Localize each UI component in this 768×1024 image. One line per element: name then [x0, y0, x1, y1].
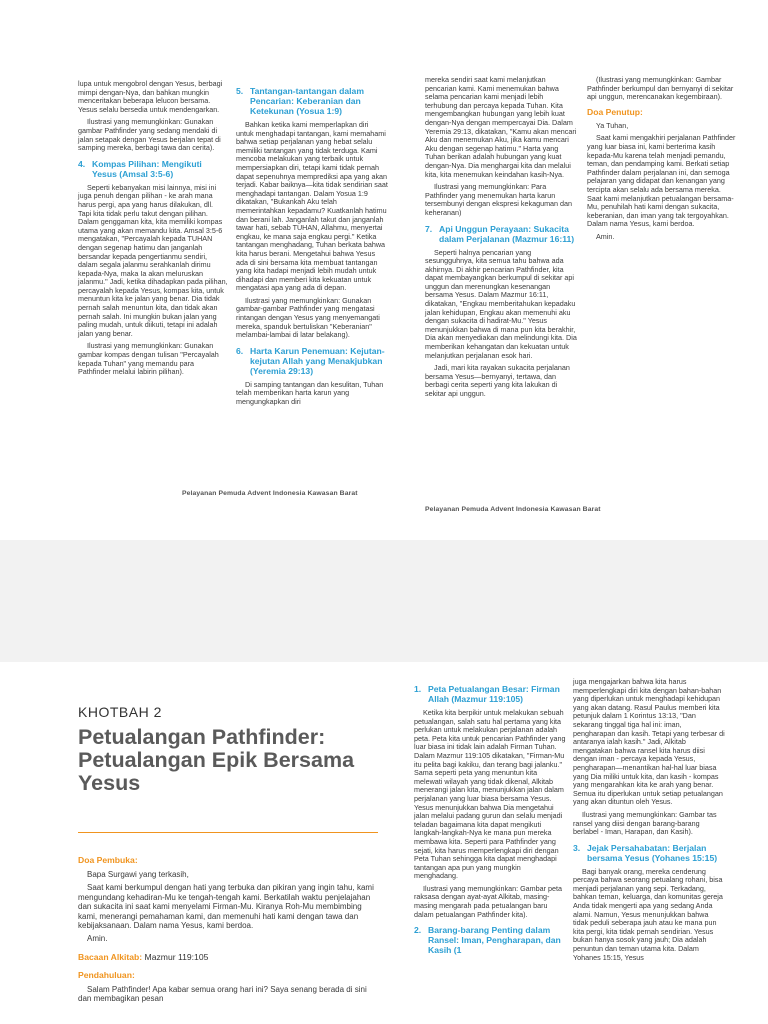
scripture-reading: [78, 952, 378, 962]
top-column-3: [425, 76, 577, 403]
section-heading: [78, 159, 228, 179]
body-paragraph: Ilustrasi yang memungkinkan: Gambar peta raksasa dengan ayat-ayat Alkitab, masing-masing mengarah pada petualangan baru dalam petualangan Pathfinder kita).: [414, 883, 563, 919]
body-paragraph: lupa untuk mengobrol dengan Yesus, berbagi mimpi dengan-Nya, dan bahkan mungkin menceritakan beberapa lelucon bersama. Yesus selalu bersedia untuk mendengarkan.: [78, 79, 223, 114]
bottom-column-3: [573, 678, 725, 966]
scripture-label: Bacaan Alkitab:: [78, 951, 143, 962]
scripture-reference: Mazmur 119:105: [144, 951, 209, 962]
prayer-heading: Doa Penutup:: [587, 106, 643, 117]
section-number: 3.: [573, 842, 581, 853]
body-paragraph: mereka sendiri saat kami melanjutkan pencarian kami. Kami menemukan bahwa selama pencarian kami menjadi lebih terhubung dan percaya kepada Tuhan. Kita mengembangkan hubungan yang lebih kuat dengan-Nya dengan mempercayai Dia. Dalam Yeremia 29:13, dikatakan, "Kamu akan mencari Aku dan menemukan Aku, jika kamu mencari Aku dengan segenap hatimu." Harta yang Tuhan berikan adalah hubungan yang kuat dengan-Nya. Dia menghargai kita dan melalui kita, kita menemukan keindahan kasih-Nya.: [425, 75, 577, 179]
body-paragraph: Bahkan ketika kami memperlapkan diri untuk menghadapi tantangan, kami memahami bahwa setiap perjalanan yang hebat selalu memiliki tantangan yang tidak terduga. Kami mencoba melakukan yang terbaik untuk mempersiapkan diri, tetapi kami tidak pernah dapat sepenuhnya memprediksi apa yang akan terjadi. Kabar baiknya—kita tidak sendirian saat menghadapi tantangan. Dalam Yosua 1:9 dikatakan, "Bukankah Aku telah memerintahkan kepadamu? Kuatkanlah hatimu dan berani lah. Janganlah takut dan janganlah tawar hati, sebab TUHAN, Allahmu, menyertai engkau, ke mana saja engkau pergi." Ketika tantangan menghadang, Tuhan berkata bahwa kita harus berani. Mengetahui bahwa Yesus ada di sini bersama kita membuat tantangan yang kita hadapi menjadi lebih mudah untuk dihadapi dan memberi kita kekuatan untuk mengatasi apa yang ada di depan.: [236, 120, 388, 293]
body-paragraph: Salam Pathfinder! Apa kabar semua orang hari ini? Saya senang berada di sini dan membagikan pesan: [78, 984, 367, 1004]
body-paragraph: (Ilustrasi yang memungkinkan: Gambar Pathfinder berkumpul dan bernyanyi di sekitar api unggun, merencanakan kegembiraan).: [587, 75, 734, 102]
section-heading: [236, 346, 388, 376]
sermon-title: Petualangan Pathfinder: Petualangan Epik Bersama Yesus: [78, 725, 355, 795]
body-paragraph: Ilustrasi yang memungkinkan: Gunakan gambar-gambar Pathfinder yang mengatasi rintangan dengan Yesus yang menyemangati mereka, spanduk bertuliskan "Keberanian" melambai-lambai di latar belakang).: [236, 295, 380, 340]
body-paragraph: Ilustrasi yang memungkinkan: Gambar tas ransel yang diisi dengan barang-barang berlabel - Iman, Harapan, dan Kasih).: [573, 809, 717, 837]
section-heading: [414, 925, 566, 955]
section-title: Jejak Persahabatan: Berjalan bersama Yesus (Yohanes 15:15): [587, 842, 718, 863]
section-number: 1.: [414, 684, 422, 694]
body-paragraph: Jadi, mari kita rayakan sukacita perjalanan bersama Yesus—bernyanyi, tertawa, dan berbagi cerita seperti yang kita lakukan di sekitar api unggun.: [425, 363, 570, 398]
body-paragraph: Ilustrasi yang memungkinkan: Gunakan gambar kompas dengan tulisan "Percayalah kepada Tuhan" yang memandu para Pathfinder melalui labirin pilihan).: [78, 341, 219, 377]
section-heading: [425, 224, 577, 244]
body-paragraph: juga mengajarkan bahwa kita harus memperlengkapi diri kita dengan bahan-bahan yang diperlukan untuk menghadapi kehidupan yang akan datang. Rasul Paulus memberi kita petunjuk dalam 1 Korintus 13:13, "Dan sekarang tinggal tiga hal ini: iman, pengharapan dan kasih. Tetapi yang terbesar di antaranya ialah kasih." Jadi, Alkitab mengatakan bahwa ransel kita harus diisi dengan iman - percaya kepada Yesus, pengharapan—menantikan hal-hal luar biasa yang Dia miliki untuk kita, dan kasih - kompas yang mengarahkan kita ke arah yang benar. Semua itu diperlukan untuk setiap petualangan yang akan dituntun oleh Yesus.: [573, 677, 725, 807]
top-column-1: [78, 80, 228, 381]
section-number: 6.: [236, 345, 244, 356]
body-paragraph: Ya Tuhan,: [596, 120, 629, 130]
body-paragraph: Ilustrasi yang memungkinkan: Gunakan gambar Pathfinder yang sedang mendaki di jalan setapak dengan Yesus berjalan tepat di samping mereka, berbagi tawa dan cerita).: [78, 117, 221, 153]
section-number: 2.: [414, 925, 422, 936]
body-paragraph: Saat kami berkumpul dengan hati yang terbuka dan pikiran yang ingin tahu, kami mengundang kehadiran-Mu ke tengah-tengah kami. Berkatilah waktu penjelajahan dan sukacita ini saat kami menyelami Firman-Mu. Kiranya Roh-Mu membimbing kami, menerangi pemahaman kami, dan memenuhi hati kami dengan tawa dan kebijaksanaan. Dalam nama Yesus, kami berdoa.: [78, 883, 374, 931]
body-paragraph: Amin.: [596, 231, 615, 241]
body-paragraph: Saat kami mengakhiri perjalanan Pathfinder yang luar biasa ini, kami berterima kasih kepada-Mu karena telah menjadi pemandu, teman, dan pendamping kami. Berkati setiap Pathfinder dalam perjalanan ini, dan semoga pelajaran yang didapat dan kenangan yang tercipta akan selalu ada bersama mereka. Saat kami melanjutkan petualangan bersama-Mu, penuhilah hati kami dengan sukacita, keberanian, dan iman yang tak tergoyahkan. Dalam nama Yesus, kami berdoa.: [587, 133, 736, 229]
section-heading: [236, 86, 388, 116]
body-paragraph: Bapa Surgawi yang terkasih,: [87, 870, 189, 879]
body-paragraph: Amin.: [87, 934, 108, 944]
body-paragraph: Ketika kita berpikir untuk melakukan sebuah petualangan, salah satu hal pertama yang kita perlukan untuk melakukan perjalanan adalah peta. Peta kita untuk pencarian Pathfinder yang luar biasa ini tidak lain adalah Firman Tuhan. Dalam Mazmur 119:105 dikatakan, "Firman-Mu itu pelita bagi kakiku, dan terang bagi jalanku." Sama seperti peta yang menuntun kita melewati wilayah yang tidak dikenal, Alkitab menerangi jalan kita, menunjukkan jalan dalam perjalanan yang luar biasa bersama Yesus. Yesus menunjukkan bahwa Dia mengetahui jalan melalui padang gurun dan selalu menjadi teladan bagaimana kita dapat mengikuti langkah-langkah-Nya ke mana pun mereka membawa kita. Seperti para Pathfinder yang sejati, kita harus memperlengkapi diri dengan Peta Tuhan sehingga kita dapat menghadapi tantangan apa pun yang mungkin menghadang.: [414, 708, 566, 881]
footer-right: Pelayanan Pemuda Advent Indonesia Kawasan Barat: [425, 506, 601, 513]
body-paragraph: Bagi banyak orang, mereka cenderung percaya bahwa seorang petualang rohani, bisa menjadi perjalanan yang sepi. Terkadang, bahkan teman, keluarga, dan komunitas gereja Anda tidak mengerti apa yang sedang Anda alami. Namun, Yesus menunjukkan bahwa tidak peduli seberapa jauh atau ke mana pun kita pergi, kita tidak pernah sendirian. Yesus bukan hanya sosok yang jauh; Dia adalah penuntun dan teman utama kita. Dalam Yohanes 15:15, Yesus: [573, 866, 723, 962]
section-title: Tantangan-tantangan dalam Pencarian: Keberanian dan Ketekunan (Yosua 1:9): [250, 86, 364, 116]
top-column-4: [587, 76, 737, 246]
section-number: 4.: [78, 158, 86, 169]
bottom-column-1: [78, 850, 378, 1008]
section-title: Barang-barang Penting dalam Ransel: Iman, Pengharapan, dan Kasih (1: [428, 925, 561, 956]
prayer-heading: Pendahuluan:: [78, 969, 135, 980]
section-number: 7.: [425, 223, 433, 234]
body-paragraph: Ilustrasi yang memungkinkan: Para Pathfinder yang menemukan harta karun tersembunyi dengan ekspresi kekaguman dan keheranan): [425, 182, 573, 217]
sermon-number: KHOTBAH 2: [78, 704, 162, 720]
title-divider: [78, 832, 378, 833]
top-column-2: [236, 80, 388, 411]
body-paragraph: Seperti kebanyakan misi lainnya, misi ini juga penuh dengan pilihan - ke arah mana harus pergi, apa yang harus dilakukan, dll. Tapi kita tidak perlu takut dengan pilihan. Dalam genggaman kita, kita memiliki kompas utama yang akan memandu kita. Amsal 3:5-6 mengatakan, "Percayalah kepada TUHAN dengan segenap hatimu dan janganlah bersandar kepada pengertianmu sendiri, dalam segala jalanmu serahkanlah dirimu kepada-Nya, maka Ia akan meluruskan jalanmu." Jadi, ketika dihadapkan pada pilihan, percayalah kepada Yesus, kompas kita, untuk menuntun kita ke jalan yang benar. Dia tidak pernah salah menuntun kita, dan tidak akan pernah salah. Ini mungkin bukan jalan yang paling mudah, untuk diikuti, tetapi ini adalah jalan yang benar.: [78, 182, 228, 338]
bottom-column-2: [414, 678, 566, 960]
section-heading: [573, 843, 725, 863]
bottom-spread: [0, 662, 768, 1024]
prayer-heading: Doa Pembuka:: [78, 855, 138, 865]
section-title: Peta Petualangan Besar: Firman Allah (Mazmur 119:105): [428, 684, 560, 704]
section-heading: [414, 684, 566, 704]
section-title: Harta Karun Penemuan: Kejutan-kejutan Allah yang Menakjubkan (Yeremia 29:13): [250, 345, 385, 376]
body-paragraph: Seperti halnya pencarian yang sesungguhnya, kita semua tahu bahwa ada akhirnya. Di akhir pencarian Pathfinder, kita dapat membayangkan berkumpul di sekitar api unggun dan merenungkan kesenangan bersama Yesus. Dalam Mazmur 16:11, dikatakan, "Engkau memberitahukan kepadaku jalan kehidupan, Engkau akan memenuhi aku dengan sukacita di hadirat-Mu." Yesus menunjukkan bahwa di mana pun kita berakhir, Dia akan menyediakan dan melindungi kita. Dia memberikan kehangatan dan kekuatan untuk melanjutkan perjalanan esok hari.: [425, 247, 577, 360]
section-title: Api Unggun Perayaan: Sukacita dalam Perjalanan (Mazmur 16:11): [439, 223, 575, 244]
section-title: Kompas Pilihan: Mengikuti Yesus (Amsal 3:5-6): [92, 158, 202, 179]
body-paragraph: Di samping tantangan dan kesulitan, Tuhan telah memberikan harta karun yang mengungkapkan diri: [236, 379, 384, 407]
section-number: 5.: [236, 86, 244, 96]
footer-left: Pelayanan Pemuda Advent Indonesia Kawasan Barat: [182, 490, 358, 497]
